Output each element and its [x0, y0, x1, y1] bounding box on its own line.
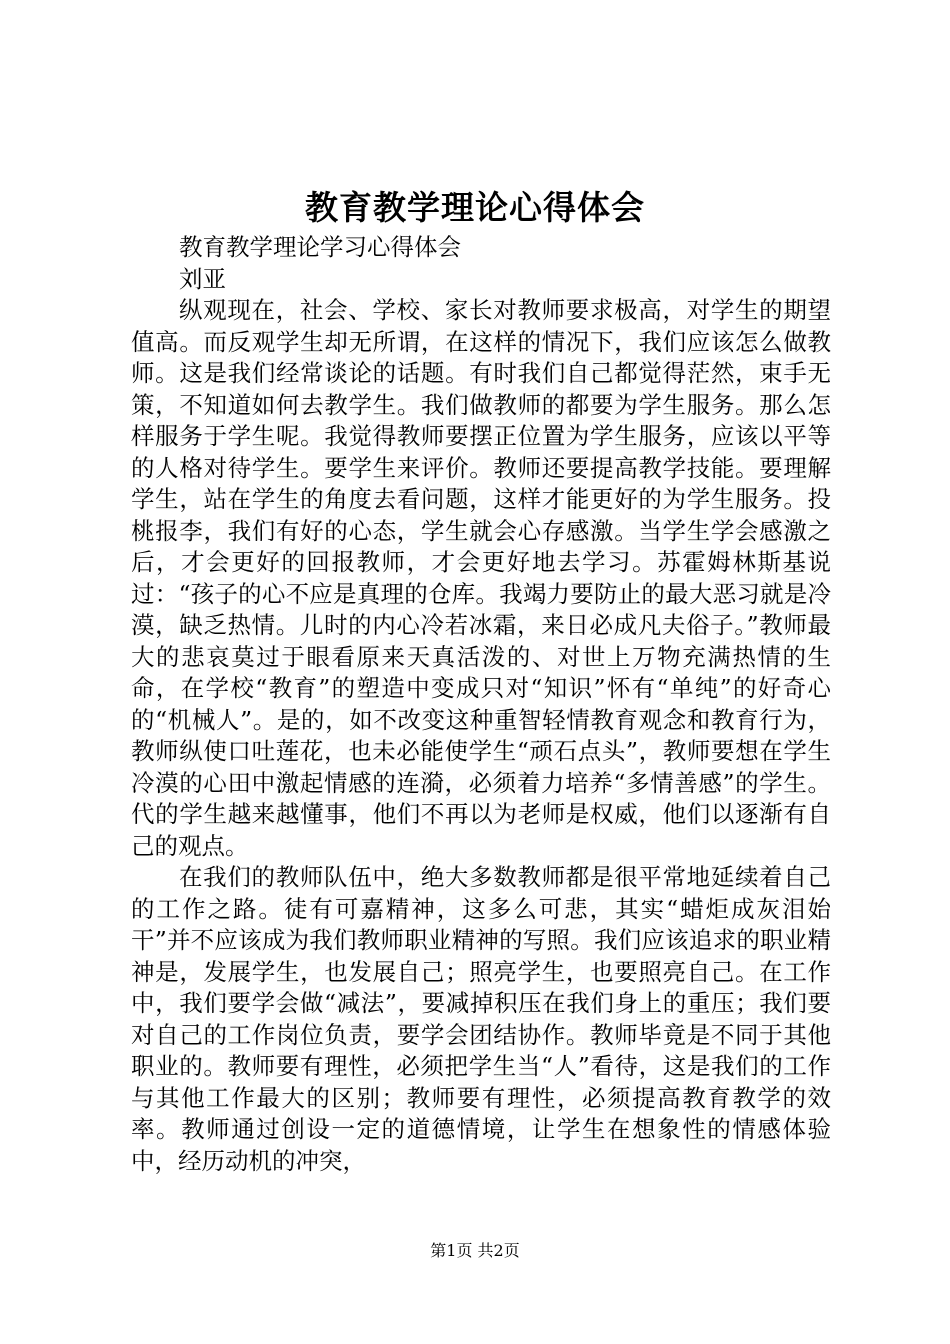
document-body: [131, 232, 831, 1177]
paragraph: 纵观现在，社会、学校、家长对教师要求极高，对学生的期望值高。而反观学生却无所谓，在这样的情况下，我们应该怎么做教师。这是我们经常谈论的话题。有时我们自己都觉得茫然，束手无策，不知道如何去教学生。我们做教师的都要为学生服务。那么怎样服务于学生呢。我觉得教师要摆正位置为学生服务，应该以平等的人格对待学生。要学生来评价。教师还要提高教学技能。要理解学生，站在学生的角度去看问题，这样才能更好的为学生服务。投桃报李，我们有好的心态，学生就会心存感激。当学生学会感激之后，才会更好的回报教师，才会更好地去学习。苏霍姆林斯基说过：“孩子的心不应是真理的仓库。我竭力要防止的最大恶习就是冷漠，缺乏热情。儿时的内心冷若冰霜，来日必成凡夫俗子。”教师最大的悲哀莫过于眼看原来天真活泼的、对世上万物充满热情的生命，在学校“教育”的塑造中变成只对“知识”怀有“单纯”的好奇心的“机械人”。是的，如不改变这种重智轻情教育观念和教育行为，教师纵使口吐莲花，也未必能使学生“顽石点头”，教师要想在学生冷漠的心田中激起情感的连漪，必须着力培养“多情善感”的学生。代的学生越来越懂事，他们不再以为老师是权威，他们以逐渐有自己的观点。: [131, 296, 831, 860]
document-subtitle: 教育教学理论学习心得体会: [179, 233, 461, 261]
author-name: 刘亚: [179, 264, 226, 293]
paragraph: 在我们的教师队伍中，绝大多数教师都是很平常地延续着自己的工作之路。徒有可嘉精神，这多么可悲，其实“蜡炬成灰泪始干”并不应该成为我们教师职业精神的写照。我们应该追求的职业精神是，发展学生，也发展自己；照亮学生，也要照亮自己。在工作中，我们要学会做“减法”，要减掉积压在我们身上的重压；我们要对自己的工作岗位负责，要学会团结协作。教师毕竟是不同于其他职业的。教师要有理性，必须把学生当“人”看待，这是我们的工作与其他工作最大的区别；教师要有理性，必须提高教育教学的效率。教师通过创设一定的道德情境，让学生在想象性的情感体验中，经历动机的冲突，: [131, 863, 831, 1175]
page-title: 教育教学理论心得体会: [305, 188, 645, 227]
page-footer: 第1页 共2页: [430, 1241, 520, 1260]
